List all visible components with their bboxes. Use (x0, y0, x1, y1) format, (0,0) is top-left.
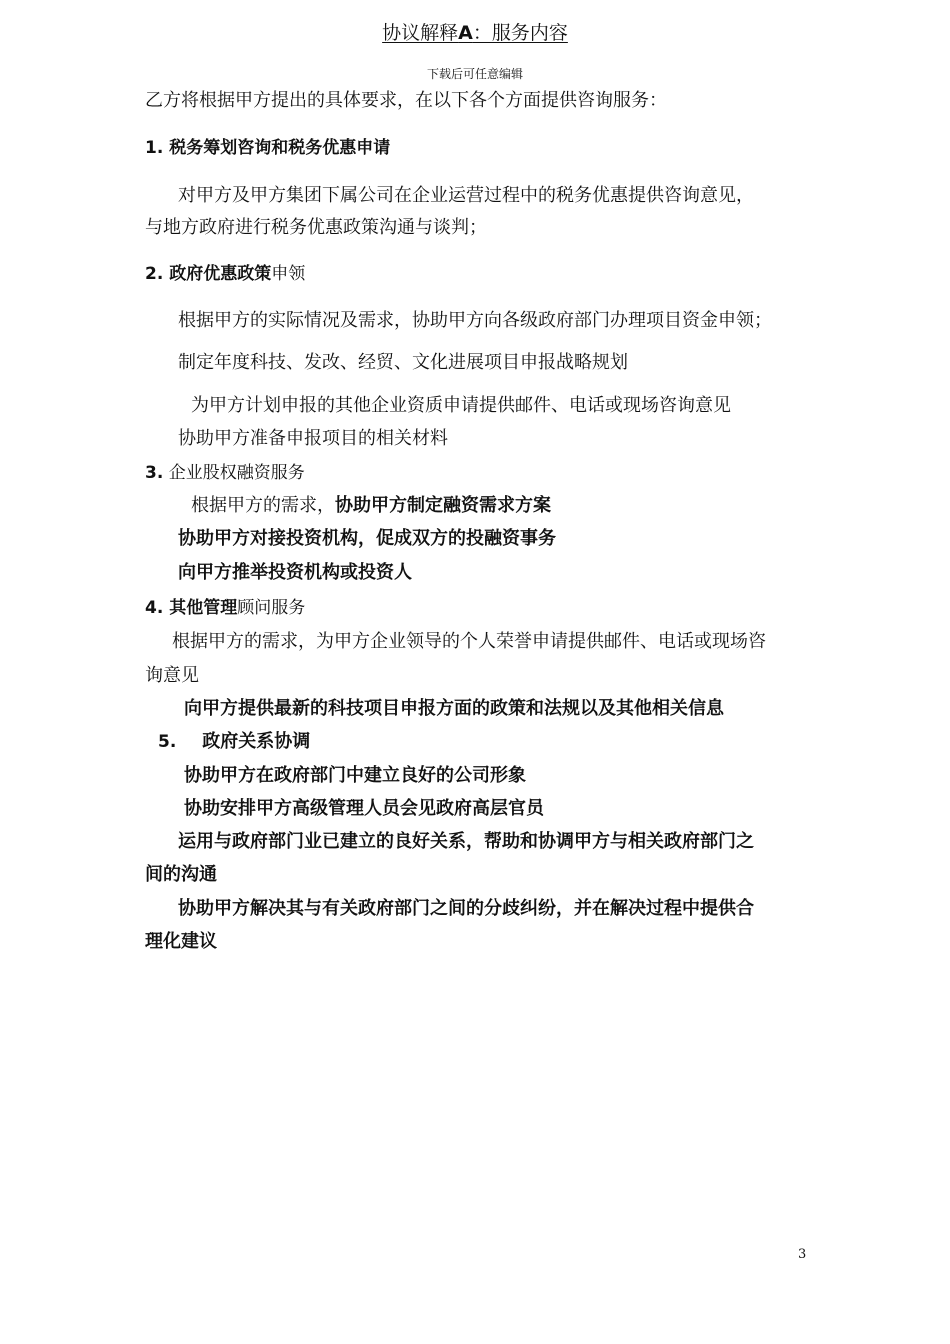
section-4-item: 向甲方提供最新的科技项目申报方面的政策和法规以及其他相关信息 (184, 698, 724, 719)
title-suffix: ：服务内容 (472, 22, 568, 44)
section-1-heading-bold: 1. 税务筹划咨询和税务优惠申请 (145, 138, 391, 158)
section-3-item-3: 向甲方推举投资机构或投资人 (178, 562, 412, 583)
section-1-line-1: 对甲方及甲方集团下属公司在企业运营过程中的税务优惠提供咨询意见， (178, 185, 754, 206)
section-4-heading-rest: 顾问服务 (237, 598, 306, 618)
section-5-item-2: 协助安排甲方高级管理人员会见政府高层官员 (184, 798, 544, 819)
section-3-heading-rest: 企业股权融资服务 (163, 463, 305, 483)
section-2-item-3: 为甲方计划申报的其他企业资质申请提供邮件、电话或现场咨询意见 (191, 395, 731, 416)
section-3-item-1-bold: 协助甲方制定融资需求方案 (335, 495, 551, 516)
title-underlined (382, 22, 568, 44)
section-3-item-1-normal: 根据甲方的需求， (191, 495, 335, 516)
section-4-line-2: 询意见 (145, 665, 199, 686)
section-5-heading-text: 政府关系协调 (202, 731, 311, 752)
section-5-item-1: 协助甲方在政府部门中建立良好的公司形象 (184, 765, 526, 786)
section-3-heading-num: 3. (145, 463, 164, 483)
section-2-item-1: 根据甲方的实际情况及需求，协助甲方向各级政府部门办理项目资金申领； (178, 310, 772, 331)
section-5-para-2-line-2: 理化建议 (145, 931, 217, 952)
page-number: 3 (798, 1247, 807, 1262)
section-2-heading-rest: 申领 (271, 264, 306, 284)
section-3-item-1 (191, 494, 551, 518)
section-5-heading (158, 730, 310, 754)
section-3-heading (145, 461, 305, 485)
section-2-heading-bold: 2. 政府优惠政策 (145, 264, 272, 284)
section-5-para-1-line-2: 间的沟通 (145, 864, 217, 885)
download-note: 下载后可任意编辑 (426, 67, 523, 81)
section-5-para-1-line-1: 运用与政府部门业已建立的良好关系，帮助和协调甲方与相关政府部门之 (178, 831, 754, 852)
title-letter: A (458, 22, 473, 44)
section-4-line-1: 根据甲方的需求，为甲方企业领导的个人荣誉申请提供邮件、电话或现场咨 (172, 631, 766, 652)
section-5-para-2-line-1: 协助甲方解决其与有关政府部门之间的分歧纠纷，并在解决过程中提供合 (178, 898, 754, 919)
page-title (0, 20, 950, 46)
section-1-line-2: 与地方政府进行税务优惠政策沟通与谈判； (145, 217, 487, 238)
section-3-item-2: 协助甲方对接投资机构，促成双方的投融资事务 (178, 528, 556, 549)
section-4-heading (145, 596, 305, 620)
section-2-heading (145, 262, 305, 286)
section-2-item-2: 制定年度科技、发改、经贸、文化进展项目申报战略规划 (178, 352, 628, 373)
section-2-item-4: 协助甲方准备申报项目的相关材料 (178, 428, 448, 449)
section-1-heading (145, 136, 390, 160)
intro-text: 乙方将根据甲方提出的具体要求，在以下各个方面提供咨询服务： (145, 90, 667, 111)
title-main: 协议解释 (382, 22, 459, 44)
section-5-heading-num: 5. (158, 732, 177, 752)
section-4-heading-bold: 4. 其他管理 (145, 598, 238, 618)
